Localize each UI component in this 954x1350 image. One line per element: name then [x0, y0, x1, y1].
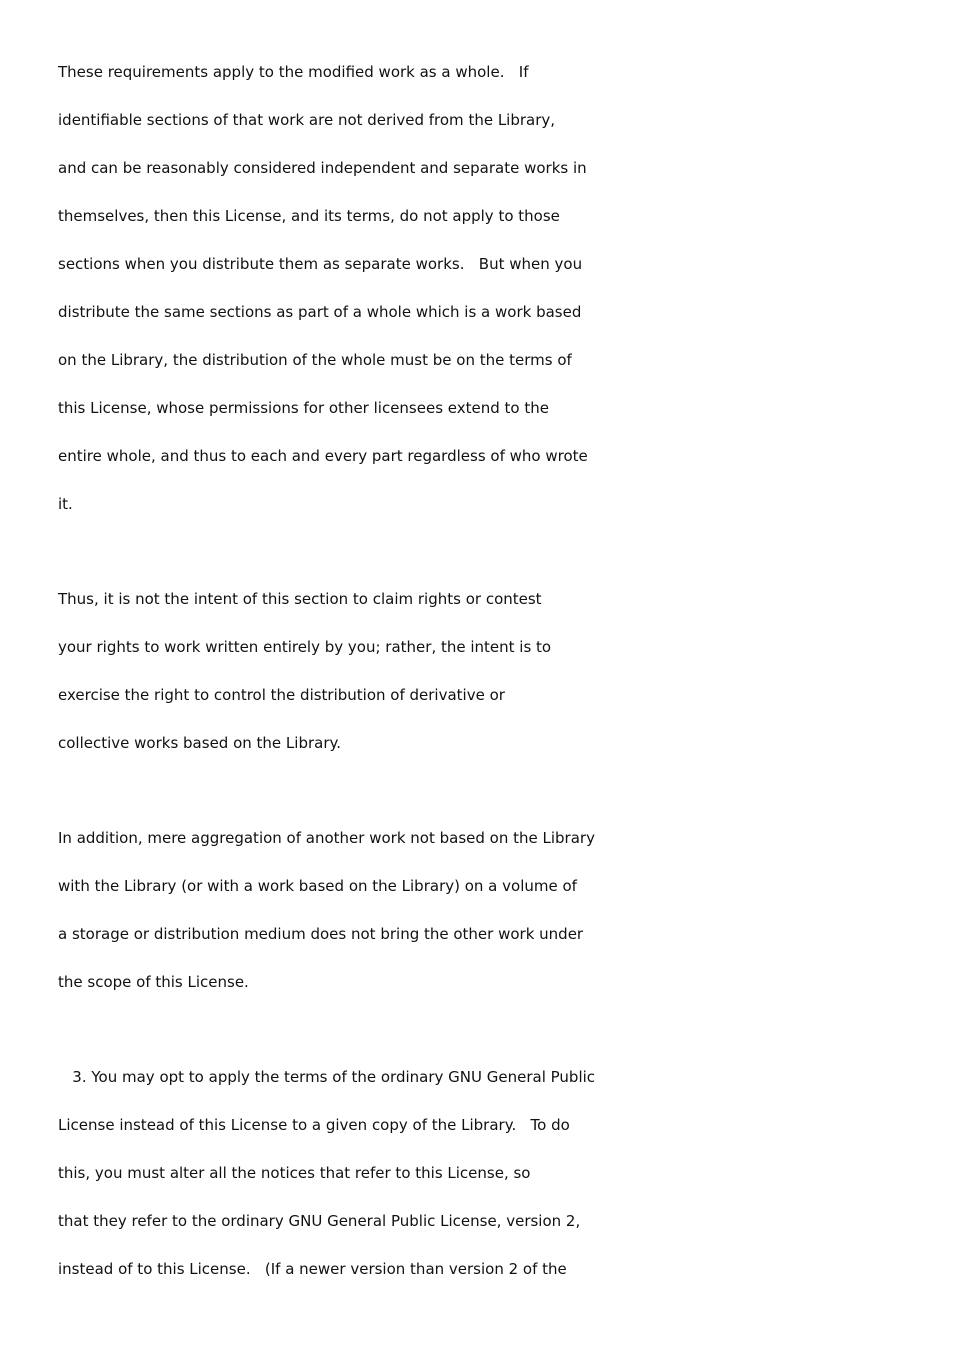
text-line: These requirements apply to the modified work as a whole. If	[58, 63, 529, 81]
text-line: a storage or distribution medium does not bring the other work under	[58, 925, 584, 943]
text-line: sections when you distribute them as separate works. But when you	[58, 255, 583, 273]
text-line: entire whole, and thus to each and every part regardless of who wrote	[58, 447, 588, 465]
document-page	[58, 59, 918, 1304]
text-line: on the Library, the distribution of the whole must be on the terms of	[58, 351, 572, 369]
paragraph-2	[58, 586, 918, 778]
text-line: this License, whose permissions for other licensees extend to the	[58, 399, 549, 417]
text-line: 3. You may opt to apply the terms of the ordinary GNU General Public	[58, 1068, 596, 1086]
text-line: it.	[58, 495, 73, 513]
text-line: identifiable sections of that work are not derived from the Library,	[58, 111, 556, 129]
paragraph-4	[58, 1064, 918, 1304]
text-line: and can be reasonably considered independent and separate works in	[58, 159, 587, 177]
paragraph-gap	[58, 778, 918, 825]
text-line: License instead of this License to a given copy of the Library. To do	[58, 1116, 570, 1134]
text-line: instead of to this License. (If a newer version than version 2 of the	[58, 1260, 567, 1278]
paragraph-gap	[58, 539, 918, 586]
paragraph-gap	[58, 1017, 918, 1064]
paragraph-1	[58, 59, 918, 539]
text-line: exercise the right to control the distribution of derivative or	[58, 686, 505, 704]
text-line: distribute the same sections as part of a whole which is a work based	[58, 303, 582, 321]
text-line: this, you must alter all the notices that refer to this License, so	[58, 1164, 531, 1182]
text-line: themselves, then this License, and its terms, do not apply to those	[58, 207, 560, 225]
text-line: collective works based on the Library.	[58, 734, 342, 752]
text-line: the scope of this License.	[58, 973, 249, 991]
text-line: with the Library (or with a work based on the Library) on a volume of	[58, 877, 577, 895]
text-line: that they refer to the ordinary GNU General Public License, version 2,	[58, 1212, 581, 1230]
text-line: your rights to work written entirely by you; rather, the intent is to	[58, 638, 552, 656]
text-line: Thus, it is not the intent of this section to claim rights or contest	[58, 590, 542, 608]
paragraph-3	[58, 825, 918, 1017]
text-line: In addition, mere aggregation of another work not based on the Library	[58, 829, 595, 847]
